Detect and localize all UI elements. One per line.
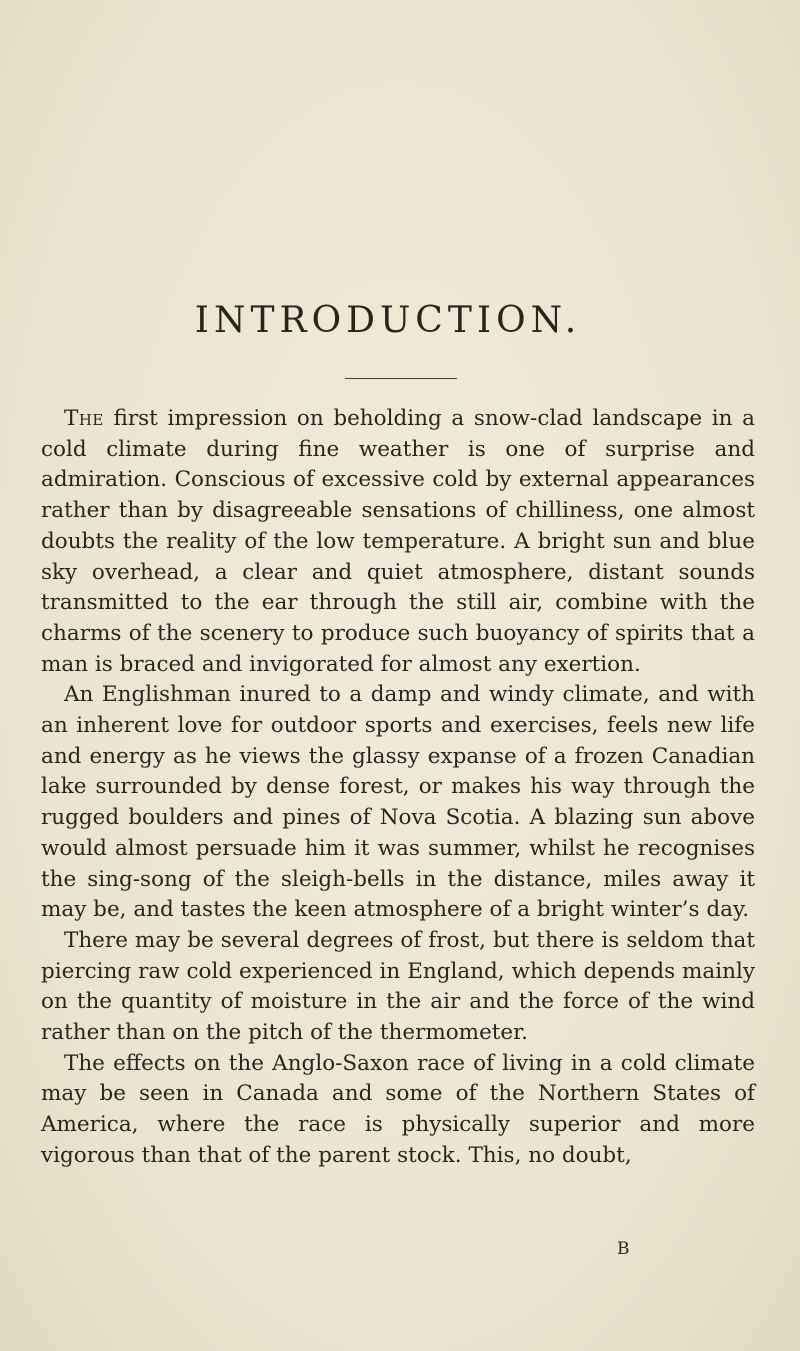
paragraph-4 — [41, 1049, 755, 1172]
paragraph-text: first impression on beholding a snow-clad landscape in a cold climate during fine weather is one of surprise and admiration. Conscious of excessive cold by external appearances rather than by disagreeable sensations of chilliness, one almost doubts the reality of the low temperature. A bright sun and blue sky overhead, a clear and quiet atmosphere, distant sounds transmitted to the ear through the still air, combine with the charms of the scenery to produce such buoyancy of spirits that a man is braced and invigorated for almost any exertion. — [41, 406, 755, 677]
paragraph-text: An Englishman inured to a damp and windy climate, and with an inherent love for outdoor sports and exercises, feels new life and energy as he views the glassy expanse of a frozen Canadian lake surrounded by dense forest, or makes his way through the rugged boulders and pines of Nova Scotia. A blazing sun above would almost persuade him it was summer, whilst he recognises the sing-song of the sleigh-bells in the distance, miles away it may be, and tastes the keen atmosphere of a bright winter’s day. — [41, 682, 755, 923]
paragraph-text: There may be several degrees of frost, but there is seldom that piercing raw cold experienced in England, which depends mainly on the quantity of moisture in the air and the force of the wind rather than on the pitch of the thermometer. — [41, 927, 755, 1046]
paragraph-3 — [41, 926, 755, 1049]
page-title: INTRODUCTION. — [194, 300, 582, 341]
paragraph-1 — [41, 404, 755, 680]
body-text — [41, 404, 755, 1172]
paragraph-2 — [41, 680, 755, 926]
signature-mark: B — [617, 1239, 630, 1259]
paragraph-text: The effects on the Anglo-Saxon race of living in a cold climate may be seen in Canada and some of the Northern States of America, where the race is physically superior and more vigorous than that of the parent stock. This, no doubt, — [41, 1050, 755, 1168]
title-rule — [345, 378, 457, 379]
paragraph-lead-word: The — [64, 406, 104, 431]
